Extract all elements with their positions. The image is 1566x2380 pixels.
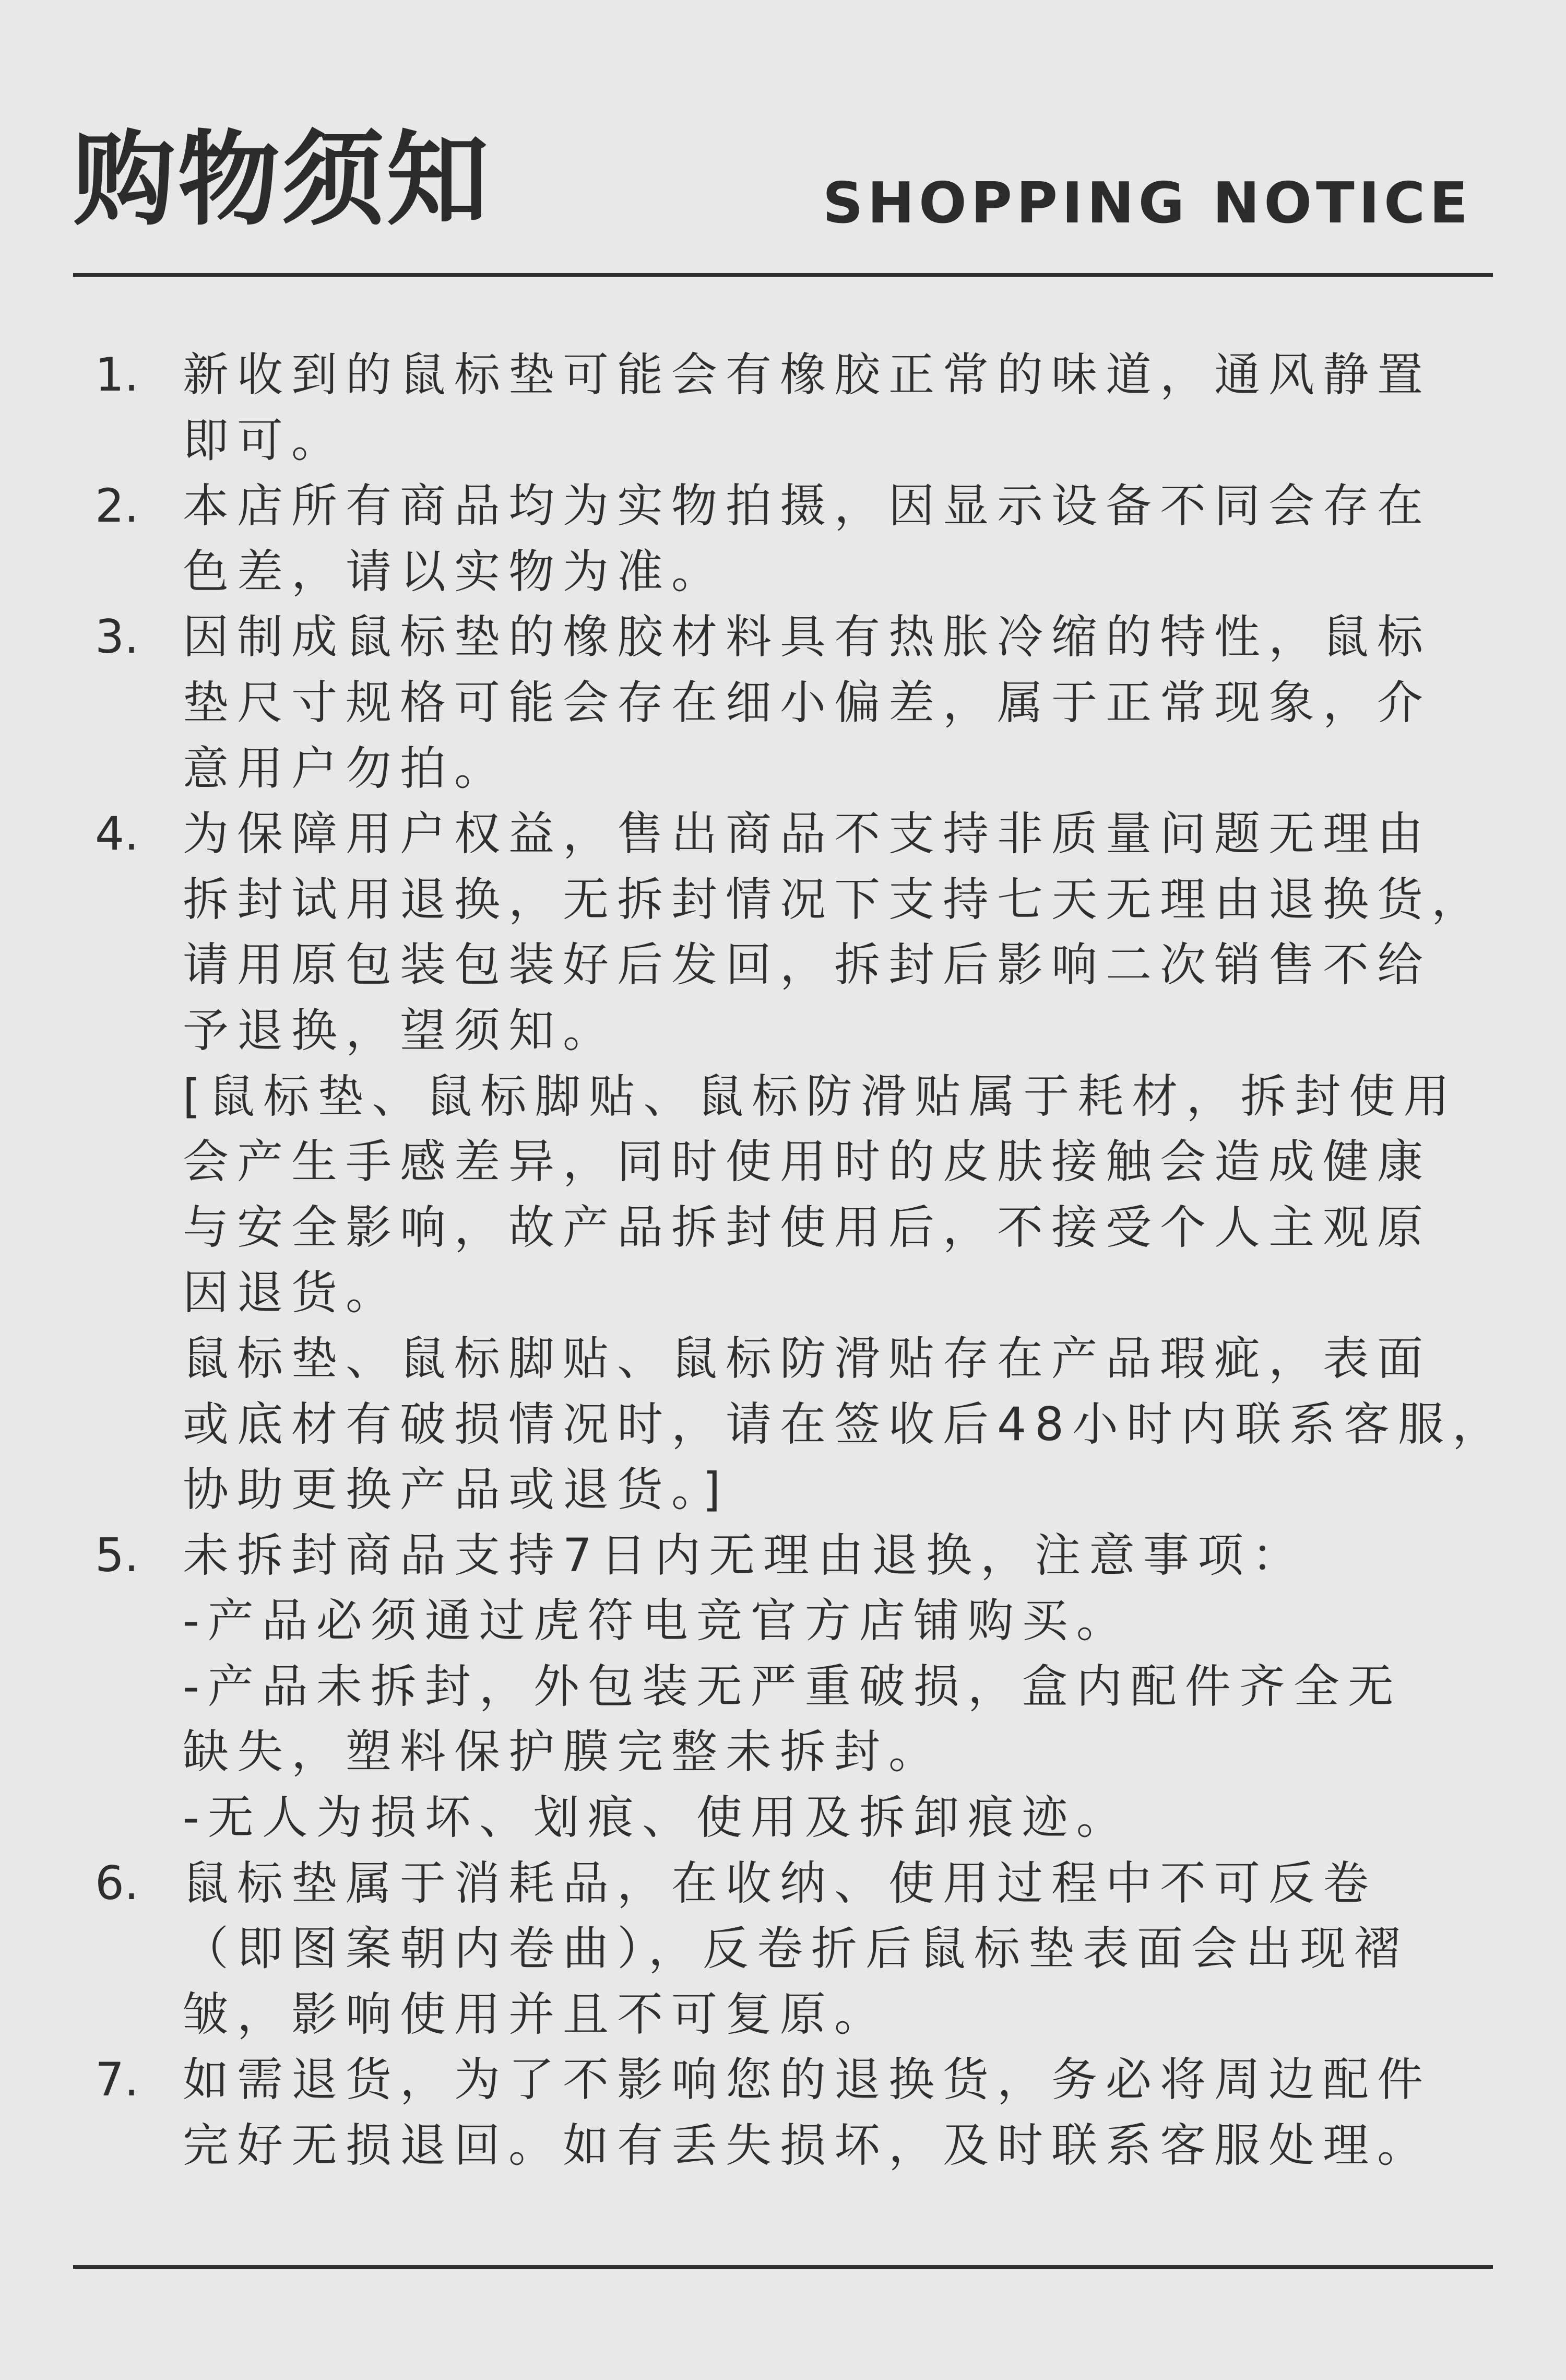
notice-item-number: 6.: [95, 1856, 139, 1910]
notice-item-text-line: 色差，请以实物为准。: [183, 544, 726, 598]
bottom-divider: [73, 2265, 1493, 2269]
notice-item-text-line: 意用户勿拍。: [183, 741, 509, 795]
notice-item-text-line: 因制成鼠标垫的橡胶材料具有热胀冷缩的特性，鼠标: [183, 610, 1432, 664]
notice-item-text-line: 协助更换产品或退货。]: [183, 1463, 729, 1517]
page-title: 购物须知: [73, 121, 491, 240]
notice-item-text-line: [鼠标垫、鼠标脚贴、鼠标防滑贴属于耗材，拆封使用: [183, 1069, 1458, 1123]
notice-item-text-line: 或底材有破损情况时，请在签收后48小时内联系客服，: [183, 1397, 1506, 1451]
notice-item-number: 7.: [95, 2053, 139, 2107]
notice-item: [95, 2047, 1504, 2178]
header: [73, 120, 1493, 240]
notice-item-text-line: 予退换，望须知。: [183, 1003, 618, 1057]
notice-item: [95, 604, 1504, 801]
notice-item-number: 1.: [95, 348, 139, 402]
notice-item-text-line: 缺失，塑料保护膜完整未拆封。: [183, 1725, 943, 1779]
notice-item-text-line: 即可。: [183, 413, 346, 467]
notice-item-text-line: 如需退货，为了不影响您的退换货，务必将周边配件: [183, 2053, 1432, 2107]
top-divider: [73, 273, 1493, 277]
notice-item: [95, 473, 1504, 604]
page-subtitle-en: SHOPPING NOTICE: [822, 171, 1472, 236]
notice-item-text-line: 鼠标垫、鼠标脚贴、鼠标防滑贴存在产品瑕疵，表面: [183, 1331, 1432, 1385]
notice-item-number: 4.: [95, 807, 139, 861]
notice-item-text-line: 未拆封商品支持7日内无理由退换，注意事项：: [183, 1528, 1306, 1582]
notice-item-text-line: 会产生手感差异，同时使用时的皮肤接触会造成健康: [183, 1135, 1432, 1189]
notice-item-text-line: 因退货。: [183, 1266, 400, 1320]
notice-item: [95, 1523, 1504, 1851]
notice-item-text-line: -产品必须通过虎符电竞官方店铺购买。: [183, 1594, 1131, 1648]
notice-item-text-line: -无人为损坏、划痕、使用及拆卸痕迹。: [183, 1790, 1131, 1845]
notice-item-text-line: 与安全影响，故产品拆封使用后，不接受个人主观原: [183, 1200, 1432, 1254]
notice-item-number: 5.: [95, 1528, 139, 1582]
notice-item-number: 3.: [95, 610, 139, 664]
notice-item-text-line: 皱，影响使用并且不可复原。: [183, 1987, 889, 2041]
notice-item-text-line: 完好无损退回。如有丢失损坏，及时联系客服处理。: [183, 2118, 1432, 2173]
notice-item: [95, 1851, 1504, 2047]
notice-item-text-line: 新收到的鼠标垫可能会有橡胶正常的味道，通风静置: [183, 348, 1432, 402]
notice-item-text-line: -产品未拆封，外包装无严重破损，盒内配件齐全无: [183, 1659, 1402, 1713]
notice-item-text-line: 请用原包装包装好后发回，拆封后影响二次销售不给: [183, 938, 1432, 992]
notice-list: [95, 342, 1504, 2178]
notice-item-number: 2.: [95, 479, 139, 533]
notice-item-text-line: 为保障用户权益，售出商品不支持非质量问题无理由: [183, 807, 1432, 861]
notice-item-text-line: 垫尺寸规格可能会存在细小偏差，属于正常现象，介: [183, 675, 1432, 729]
notice-item-text-line: 本店所有商品均为实物拍摄，因显示设备不同会存在: [183, 479, 1432, 533]
notice-item-text-line: （即图案朝内卷曲），反卷折后鼠标垫表面会出现褶: [183, 1922, 1409, 1976]
notice-item: [95, 342, 1504, 473]
notice-item: [95, 801, 1504, 1523]
notice-item-text-line: 拆封试用退换，无拆封情况下支持七天无理由退换货，: [183, 872, 1486, 926]
notice-item-text-line: 鼠标垫属于消耗品，在收纳、使用过程中不可反卷: [183, 1856, 1378, 1910]
